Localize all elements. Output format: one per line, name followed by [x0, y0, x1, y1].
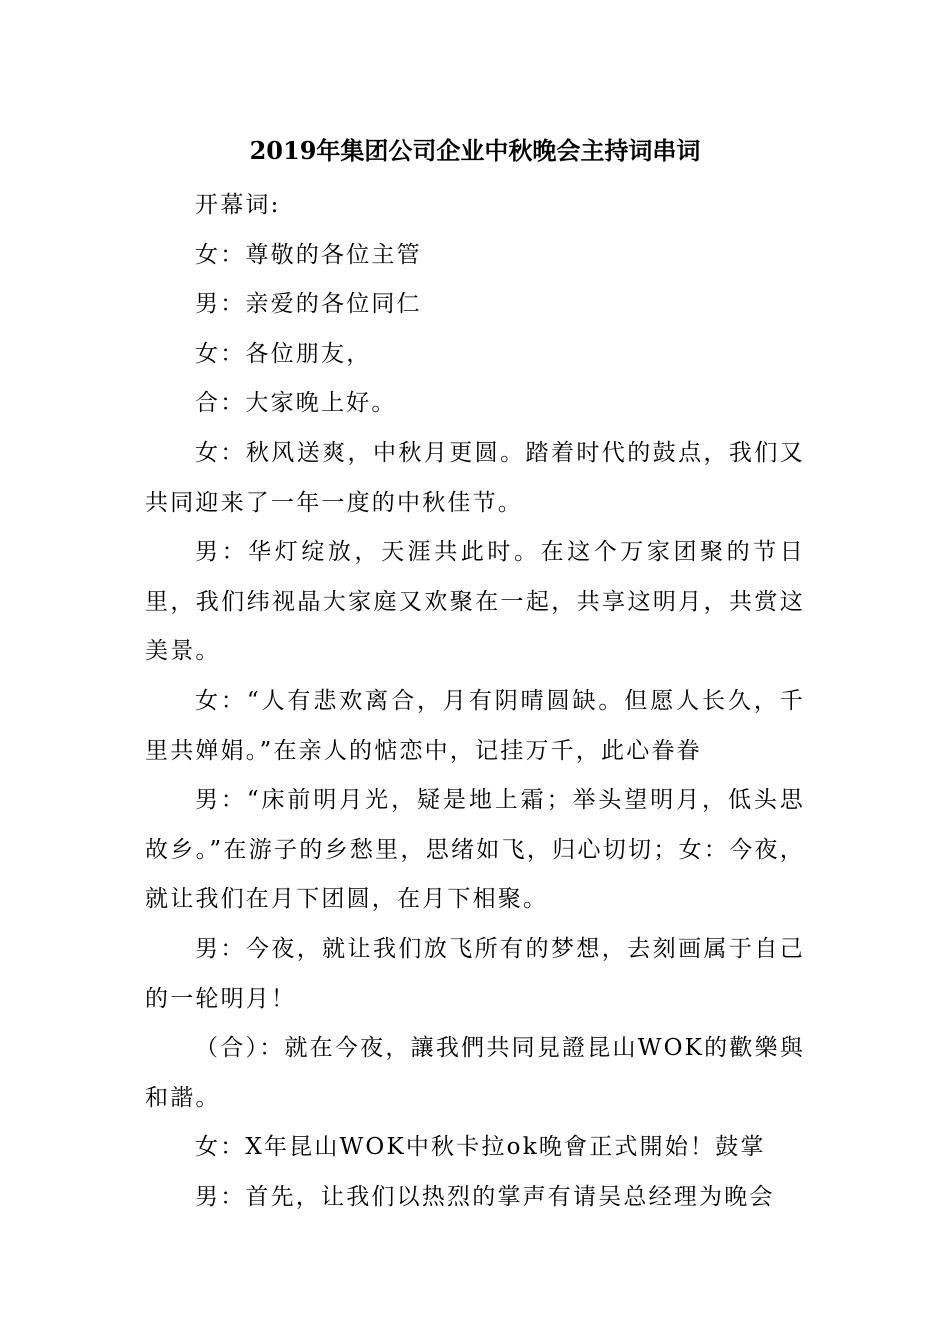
paragraph-female-autumn: 女：秋风送爽，中秋月更圆。踏着时代的鼓点，我们又共同迎来了一年一度的中秋佳节。 [145, 439, 805, 516]
paragraph-together-greeting: 合：大家晚上好。 [195, 390, 397, 417]
paragraph-male-invite: 男：首先，让我们以热烈的掌声有请吴总经理为晚会 [195, 1183, 775, 1210]
paragraph-female-start: 女：X年昆山WOK中秋卡拉ok晚會正式開始！鼓掌 [195, 1134, 766, 1161]
paragraph-female-poem: 女：“人有悲欢离合，月有阴晴圆缺。但愿人长久，千里共婵娟。”在亲人的惦恋中，记挂万千，此心眷眷 [145, 687, 805, 764]
paragraph-opening-label: 开幕词: [195, 192, 281, 218]
paragraph-together-witness: （合）：就在今夜，讓我們共同見證昆山WOK的歡樂與和諧。 [145, 1035, 805, 1111]
document-body [145, 181, 805, 1222]
paragraph-male-dreams: 男：今夜，就让我们放飞所有的梦想，去刻画属于自己的一轮明月！ [145, 935, 805, 1012]
paragraph-male-poem: 男：“床前明月光，疑是地上霜；举头望明月，低头思故乡。”在游子的乡愁里，思绪如飞，归心切切；女：今夜，就让我们在月下团圆，在月下相聚。 [145, 787, 805, 913]
paragraph-female-friends: 女：各位朋友， [195, 340, 372, 367]
document-title: 2019年集团公司企业中秋晚会主持词串词 [249, 136, 701, 165]
paragraph-female-greeting: 女：尊敬的各位主管 [195, 241, 422, 268]
paragraph-male-lanterns: 男：华灯绽放，天涯共此时。在这个万家团聚的节日里，我们纬视晶大家庭又欢聚在一起，共享这明月，共赏这美景。 [145, 539, 805, 665]
paragraph-male-greeting: 男：亲爱的各位同仁 [195, 291, 422, 318]
